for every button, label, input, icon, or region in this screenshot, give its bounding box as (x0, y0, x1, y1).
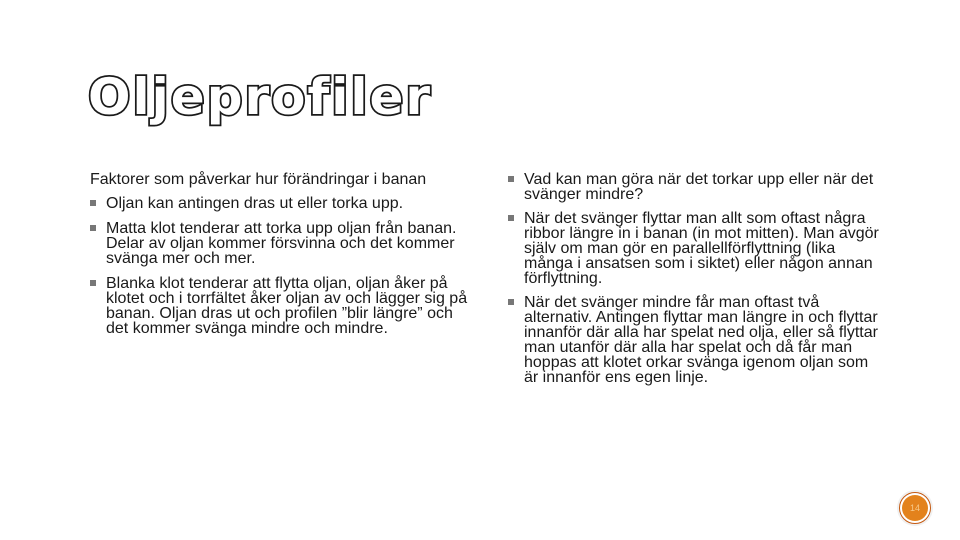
left-heading: Faktorer som påverkar hur förändringar i banan (90, 171, 427, 188)
list-item (508, 172, 880, 202)
slide-title: Oljeprofiler (88, 68, 433, 126)
left-bullet-list (90, 196, 470, 336)
list-item-text: Oljan kan antingen dras ut eller torka upp. (106, 195, 404, 212)
square-bullet-icon (508, 215, 514, 221)
list-item (90, 196, 470, 211)
list-item-text: Vad kan man göra när det torkar upp eller när det svänger mindre? (524, 171, 874, 203)
page-number-ring (899, 492, 931, 524)
list-item-text: Matta klot tenderar att torka upp oljan från banan. Delar av oljan kommer försvinna och det kommer svänga mer och mer. (106, 220, 457, 267)
page-number: 14 (902, 495, 928, 521)
list-item-text: När det svänger flyttar man allt som oftast några ribbor längre in i banan (in mot mitten). Man avgör själv om man gör en parallellförflyttning (lika många i ansatsen som i siktet) eller någon annan förflyttning. (524, 210, 879, 287)
right-column (508, 172, 880, 394)
square-bullet-icon (508, 176, 514, 182)
right-bullet-list (508, 172, 880, 385)
square-bullet-icon (90, 200, 96, 206)
list-item-text: När det svänger mindre får man oftast två alternativ. Antingen flyttar man längre in och flyttar innanför där alla har spelat ned olja, eller så flyttar man utanför där alla har spelat och då får man hoppas att klotet orkar svänga igenom oljan som är innanför ens egen linje. (524, 294, 878, 386)
square-bullet-icon (90, 225, 96, 231)
list-item (90, 276, 470, 336)
list-item (90, 221, 470, 266)
square-bullet-icon (90, 280, 96, 286)
page-number-badge (897, 490, 933, 526)
square-bullet-icon (508, 299, 514, 305)
list-item (508, 211, 880, 286)
list-item (508, 295, 880, 385)
left-column (90, 172, 470, 346)
list-item-text: Blanka klot tenderar att flytta oljan, oljan åker på klotet och i torrfältet åker oljan av och lägger sig på banan. Oljan dras ut och profilen ”blir längre” och det kommer svänga mindre och mindre. (106, 275, 468, 337)
